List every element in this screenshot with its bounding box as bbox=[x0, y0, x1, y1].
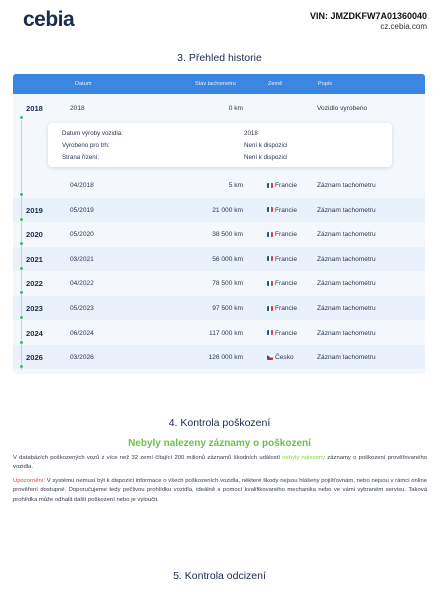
column-header-country: Země bbox=[268, 81, 283, 87]
vin-number: VIN: JMZDKFW7A01360040 bbox=[309, 11, 427, 21]
row-date: 05/2019 bbox=[70, 206, 94, 214]
row-date: 2018 bbox=[70, 105, 85, 112]
row-year: 2022 bbox=[26, 279, 43, 289]
row-date: 06/2024 bbox=[70, 329, 94, 337]
damage-text: záznamy o poškození prověřovaného vozidla. bbox=[13, 455, 428, 471]
row-country-name: Francie bbox=[275, 305, 297, 312]
timeline-dot bbox=[20, 267, 23, 270]
table-row bbox=[13, 198, 425, 222]
row-country-name: Francie bbox=[275, 255, 297, 263]
detail-value: Není k dispozici bbox=[244, 154, 288, 161]
column-header-odometer: Stav tachometru bbox=[195, 81, 236, 87]
row-country bbox=[267, 231, 297, 238]
row-date: 03/2021 bbox=[70, 255, 94, 263]
row-description: Záznam tachometru bbox=[317, 255, 376, 263]
row-description: Záznam tachometru bbox=[317, 329, 376, 337]
history-table bbox=[13, 74, 425, 374]
cebia-logo: cebia bbox=[23, 8, 75, 31]
row-country-name: Francie bbox=[275, 231, 297, 239]
damage-text: V databázích poškozených vozů z více než 32 zemí čítající 200 milionů záznamů škodních událostí bbox=[13, 455, 283, 461]
row-odometer: 126 000 km bbox=[208, 354, 243, 362]
timeline-dot bbox=[20, 193, 23, 196]
timeline-dot bbox=[20, 218, 23, 221]
table-row bbox=[13, 173, 425, 197]
row-country bbox=[267, 330, 297, 337]
timeline-dot bbox=[20, 341, 23, 344]
row-year: 2018 bbox=[26, 104, 43, 113]
row-date: 03/2026 bbox=[70, 354, 94, 362]
damage-highlight: nebyly nalezeny bbox=[282, 455, 326, 461]
row-year: 2020 bbox=[26, 230, 43, 240]
row-country-name: Francie bbox=[275, 182, 297, 189]
row-country-name: Česko bbox=[275, 354, 294, 362]
warning-text: V systému nemusí být k dispozici informace o všech poškozeních vozidla, některé škody nejsou hlášeny pojišťovnám, nebo nejsou v rámci online prověření dostupné. Doporučujeme tedy pečlivou prohlídku vozidla, ideálně s pomocí kvalifikovaného mechanika nebo ve vámi vybraném servisu. Taková prohlídka může odhalit další poškození nebo je vyloučit. bbox=[13, 478, 427, 503]
warning-paragraph bbox=[13, 477, 427, 505]
row-country bbox=[267, 182, 297, 189]
french-flag-icon bbox=[267, 306, 273, 311]
row-odometer: 38 500 km bbox=[212, 231, 243, 239]
table-row bbox=[13, 296, 425, 320]
row-description: Záznam tachometru bbox=[317, 280, 376, 288]
row-odometer: 117 000 km bbox=[209, 329, 243, 337]
row-odometer: 56 000 km bbox=[212, 255, 243, 263]
section-title-history: 3. Přehled historie bbox=[177, 52, 262, 64]
row-description: Záznam tachometru bbox=[317, 206, 376, 214]
warning-label: Upozornění: bbox=[13, 478, 46, 484]
french-flag-icon bbox=[267, 256, 273, 261]
row-country-name: Francie bbox=[275, 206, 297, 214]
row-date: 05/2023 bbox=[70, 305, 94, 312]
vehicle-detail-card bbox=[48, 123, 392, 167]
timeline-dot bbox=[20, 316, 23, 319]
detail-label: Strana řízení: bbox=[62, 154, 100, 161]
table-row bbox=[13, 96, 425, 120]
row-odometer: 97 500 km bbox=[212, 305, 243, 312]
row-description: Záznam tachometru bbox=[317, 305, 376, 312]
detail-value: Není k dispozici bbox=[244, 142, 288, 149]
table-row bbox=[13, 345, 425, 369]
row-odometer: 21 000 km bbox=[212, 206, 243, 214]
row-odometer: 5 km bbox=[228, 182, 243, 189]
website-link[interactable]: cz.cebia.com bbox=[380, 22, 427, 31]
row-country bbox=[267, 354, 294, 361]
damage-paragraph bbox=[13, 454, 427, 473]
detail-label: Vyrobeno pro trh: bbox=[62, 142, 110, 149]
report-header bbox=[0, 0, 439, 40]
timeline-dot bbox=[20, 116, 23, 119]
table-header bbox=[13, 74, 425, 94]
row-odometer: 78 500 km bbox=[212, 280, 243, 288]
row-country bbox=[267, 256, 297, 263]
row-country bbox=[267, 207, 297, 214]
table-row bbox=[13, 247, 425, 271]
column-header-description: Popis bbox=[318, 81, 332, 87]
french-flag-icon bbox=[267, 207, 273, 212]
table-row bbox=[13, 321, 425, 345]
section-title-theft: 5. Kontrola odcizení bbox=[173, 570, 266, 582]
row-country bbox=[267, 305, 297, 312]
french-flag-icon bbox=[267, 183, 273, 188]
row-description: Vozidlo vyrobeno bbox=[317, 105, 368, 112]
table-row bbox=[13, 271, 425, 295]
damage-result-headline: Nebyly nalezeny záznamy o poškození bbox=[128, 438, 311, 449]
row-country bbox=[267, 280, 297, 287]
detail-label: Datum výroby vozidla: bbox=[62, 130, 123, 137]
row-year: 2023 bbox=[26, 304, 43, 313]
czech-flag-icon bbox=[267, 355, 273, 360]
row-year: 2026 bbox=[26, 353, 43, 363]
section-title-damage: 4. Kontrola poškození bbox=[168, 417, 271, 429]
row-description: Záznam tachometru bbox=[317, 231, 376, 239]
row-year: 2024 bbox=[26, 328, 43, 338]
row-odometer: 0 km bbox=[228, 105, 243, 112]
row-description: Záznam tachometru bbox=[317, 354, 376, 362]
row-date: 04/2022 bbox=[70, 280, 94, 288]
row-date: 04/2018 bbox=[70, 182, 94, 189]
french-flag-icon bbox=[267, 281, 273, 286]
table-row bbox=[13, 222, 425, 246]
row-date: 05/2020 bbox=[70, 231, 94, 239]
french-flag-icon bbox=[267, 330, 273, 335]
row-year: 2021 bbox=[26, 254, 43, 264]
detail-value: 2018 bbox=[244, 130, 258, 137]
row-country-name: Francie bbox=[275, 329, 297, 337]
french-flag-icon bbox=[267, 232, 273, 237]
column-header-date: Datum bbox=[75, 81, 92, 87]
row-description: Záznam tachometru bbox=[317, 182, 376, 189]
row-year: 2019 bbox=[26, 205, 43, 215]
row-country-name: Francie bbox=[275, 280, 297, 288]
